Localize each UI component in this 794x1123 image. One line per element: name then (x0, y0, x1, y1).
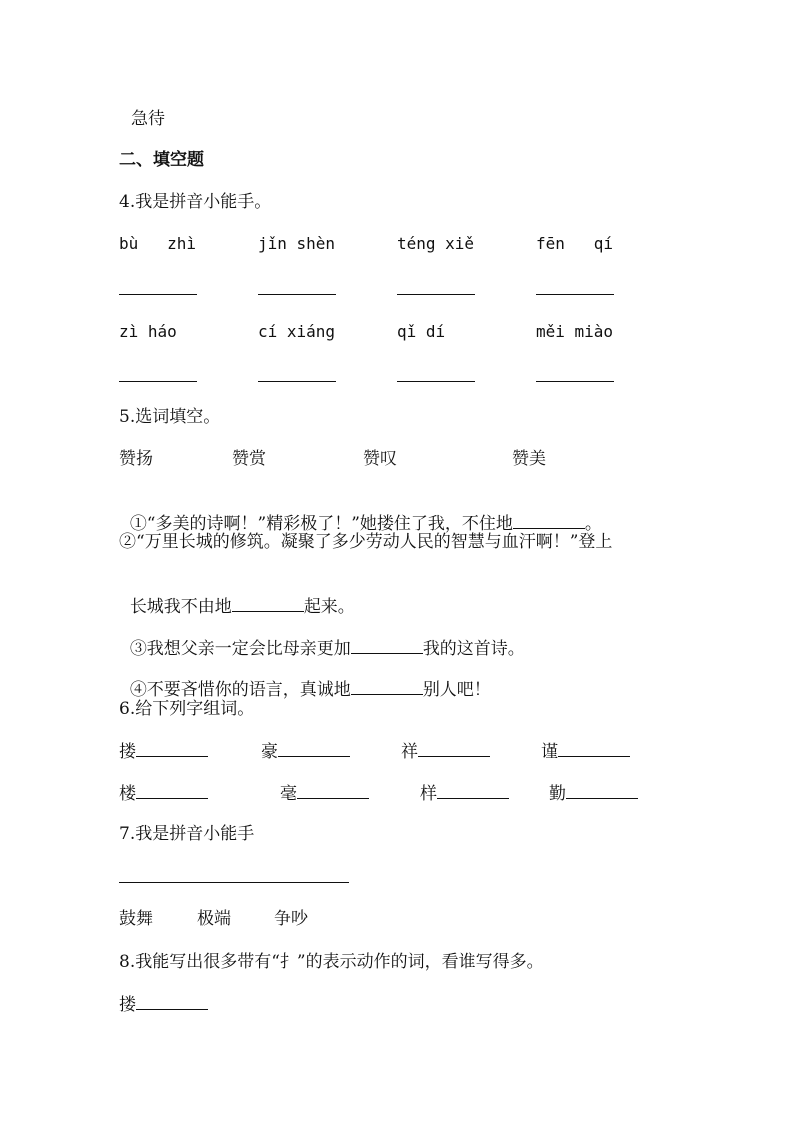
q7-word-2: 极端 (197, 909, 231, 929)
q6-char-item: 样 (420, 782, 509, 805)
q5-option-1: 赞扬 (119, 449, 153, 469)
section-heading: 二、填空题 (119, 150, 204, 170)
q4-answer-blank[interactable] (397, 294, 475, 295)
q6-blank[interactable] (566, 782, 638, 799)
q8-title: 8.我能写出很多带有“扌”的表示动作的词，看谁写得多。 (119, 952, 544, 972)
q7-answer-blank[interactable] (119, 882, 349, 883)
q6-blank[interactable] (136, 782, 208, 799)
q7-word-3: 争吵 (274, 909, 308, 929)
q7-title: 7.我是拼音小能手 (119, 824, 255, 844)
q5-option-2: 赞赏 (232, 449, 266, 469)
q6-blank[interactable] (418, 740, 490, 757)
q6-char-item: 豪 (261, 740, 350, 763)
q6-blank[interactable] (278, 740, 350, 757)
q5-option-3: 赞叹 (363, 449, 397, 469)
q5-title: 5.选词填空。 (119, 407, 221, 427)
q4-pinyin-6: cí xiáng (258, 322, 336, 341)
q4-pinyin-7: qǐ dí (397, 322, 446, 341)
q5-blank-4[interactable] (351, 678, 423, 695)
q6-title: 6.给下列字组词。 (119, 699, 255, 719)
q4-answer-blank[interactable] (397, 381, 475, 382)
q5-sentence-4: ④不要吝惜你的语言，真诚地 别人吧！ (129, 680, 491, 700)
q6-blank[interactable] (297, 782, 369, 799)
q4-answer-blank[interactable] (119, 294, 197, 295)
q4-title: 4.我是拼音小能手。 (119, 192, 272, 212)
q5-blank-2[interactable] (232, 595, 304, 612)
q5-sentence-2-line2: 长城我不由地 起来。 (129, 597, 355, 617)
q4-pinyin-3: téng xiě (397, 234, 475, 253)
q5-blank-3[interactable] (351, 637, 423, 654)
q6-char-item: 毫 (280, 782, 369, 805)
q6-char-item: 搂 (119, 740, 208, 763)
lead-word: 急待 (131, 109, 165, 129)
q6-char-item: 祥 (401, 740, 490, 763)
q6-blank[interactable] (136, 740, 208, 757)
q5-sentence-1: ①“多美的诗啊！”精彩极了！”她搂住了我，不住地 。 (129, 514, 602, 534)
q4-answer-blank[interactable] (536, 294, 614, 295)
q6-blank[interactable] (437, 782, 509, 799)
q6-blank[interactable] (558, 740, 630, 757)
q8-blank[interactable] (136, 993, 208, 1010)
q5-sentence-3: ③我想父亲一定会比母亲更加 我的这首诗。 (129, 639, 525, 659)
q4-pinyin-2: jǐn shèn (258, 234, 336, 253)
q4-answer-blank[interactable] (119, 381, 197, 382)
q4-pinyin-1: bù zhì (119, 234, 197, 253)
q8-char-item: 搂 (119, 993, 208, 1016)
q4-pinyin-5: zì háo (119, 322, 177, 341)
q5-sentence-2-line1: ②“万里长城的修筑。凝聚了多少劳动人民的智慧与血汗啊！”登上 (119, 532, 613, 552)
q4-pinyin-8: měi miào (536, 322, 614, 341)
q6-char-item: 谨 (541, 740, 630, 763)
q5-option-4: 赞美 (512, 449, 546, 469)
q4-answer-blank[interactable] (536, 381, 614, 382)
q4-answer-blank[interactable] (258, 294, 336, 295)
q4-answer-blank[interactable] (258, 381, 336, 382)
q4-pinyin-4: fēn qí (536, 234, 614, 253)
q6-char-item: 勤 (549, 782, 638, 805)
q7-word-1: 鼓舞 (119, 909, 153, 929)
q6-char-item: 楼 (119, 782, 208, 805)
q5-blank-1[interactable] (513, 512, 585, 529)
